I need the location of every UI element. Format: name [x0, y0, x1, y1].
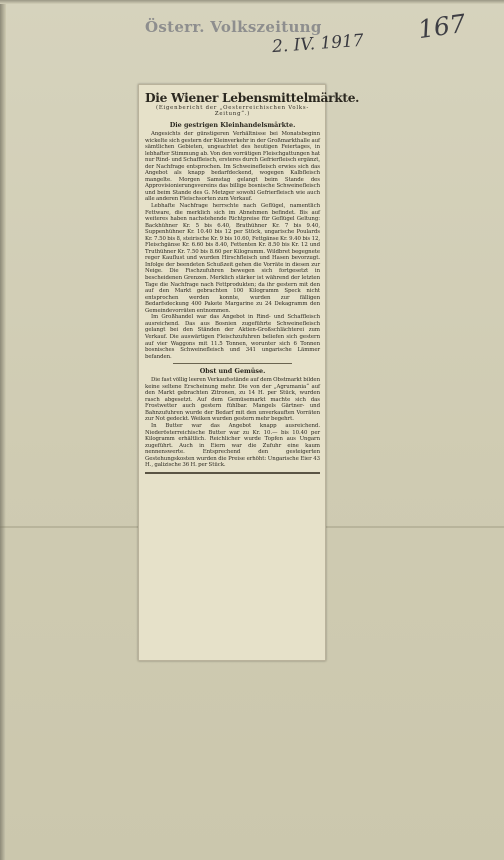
- newspaper-clipping: [138, 84, 360, 661]
- article-subheading: Die gestrigen Kleinhandelsmärkte.: [169, 121, 296, 129]
- section-divider: [173, 363, 292, 364]
- article-paragraph: Die fast völlig leeren Verkaufsstände auf dem Obstmarkt bilden keine seltene Erscheinung mehr. Die von der „Agrumania“ auf den Markt gebrachten Zitronen, zu 14 H. per Stück, wurden rasch abgesetzt. Auf dem Gemüsemarkt machte sich das Frostwetter auch gestern fühlbar. Mangels Gärtner- und Bahnzufuhren wurde der Bedarf mit den unverkauften Vorräten zur Not gedeckt. Weiken wurden gestern mehr begehrt.: [145, 377, 320, 423]
- article-paragraph: Angesichts der günstigeren Verhältnisse bei Monatsbeginn wickelte sich gestern der Kleinverkehr in der Großmarkthalle auf sämtlichen Gebieten, ungeachtet des heutigen Feiertages, in lebhafter Stimmung ab. Von den vorrätigen Fleischgattungen hat nur Rind- und Schaffleisch, ersteres durch Gefrierfleisch ergänzt, der Nachfrage entsprochen. Im Schweinefleisch erwies sich das Angebot als knapp bedarfdeckend, wogegen Kalbfleisch mangelte. Morgen Samstag gelangt beim Stande des Approvisionierungsvereins das billige bosnische Schweinefleisch und beim Stande des G. Metzger sowohl Gefrierfleisch wie auch alle anderen Fleischsorten zum Verkauf.: [145, 131, 320, 203]
- sheet-edge-top: [0, 0, 504, 4]
- article-paragraph: Lebhafte Nachfrage herrschte nach Geflügel, namentlich Fettware, die merklich sich im Abnehmen befindet. Bis auf weiteres haben nachstehende Richtpreise für Geflügel Geltung: Backhühner Kr. 5 bis 6.40, Brathühner Kr. 7 bis 9.40, Suppenhühner Kr. 10.40 bis 12 per Stück, ungarische Poulards Kr. 7.50 bis 8, steirische Kr. 9 bis 10.60, Fettgänse Kr. 9.40 bis 12, Fleischgänse Kr. 6.60 bis 8.40, Fettenten Kr. 8.50 bis Kr. 12 und Truthühner Kr. 7.50 bis 8.60 per Kilogramm. Wildbret begegnete reger Kauflust und wurden Hirschfleisch und Hasen bevorzugt. Infolge der beendeten Schußzeit gehen die Vorräte in diesen zur Neige. Die Fischzufuhren bewegen sich fortgesetzt in bescheidenen Grenzen. Merklich stärker ist während der letzten Tage die Nachfrage nach Fettprodukten; da ihr gestern mit den auf den Markt gebrachten 100 Kilogramm Speck nicht entsprochen werden konnte, wurden zur fälligen Bedarfsdeckung 400 Pakete Margarine zu 24 Dekagramm den Gemeindevorräten entnommen.: [145, 203, 320, 314]
- article-paragraph: Im Großhandel war das Angebot in Rind- und Schaffleisch ausreichend. Das aus Bosnien zugeführte Schweinefleisch gelangt bei den Ständen der Aktien-Großschlächterei zum Verkauf. Die auswärtigen Fleischzufuhren beliefen sich gestern auf vier Waggons mit 11.5 Tonnen, worunter sich 6 Tonnen bosnisches Schweinefleisch und 341 ungarische Lämmer befanden.: [145, 314, 320, 360]
- sheet-edge: [0, 0, 6, 860]
- article-title: Die Wiener Lebensmittelmärkte.: [145, 91, 360, 105]
- clipping-bottom-rule: [145, 472, 320, 474]
- article-subheading-2: Obst und Gemüse.: [199, 367, 266, 376]
- handwritten-date: 2. IV. 1917: [271, 30, 365, 58]
- newspaper-stamp: Österr. Volkszeitung: [145, 18, 322, 36]
- article-paragraph: In Butter war das Angebot knapp ausreichend. Niederösterreichische Butter war zu Kr. 10.— bis 10.40 per Kilogramm erhältlich. Reichlicher wurde Topfen aus Ungarn zugeführt. Auch in Eiern war die Zufuhr eine kaum nennenswerte. Entsprechend den gesteigerten Gestehungskosten wurden die Preise erhöht: Ungarische Eier 43 H., galizische 36 H. per Stück.: [145, 422, 320, 469]
- article-byline: (Eigenbericht der „Oesterreichischen Volks-Zeitung“.): [155, 105, 310, 117]
- handwritten-number: 167: [416, 8, 468, 45]
